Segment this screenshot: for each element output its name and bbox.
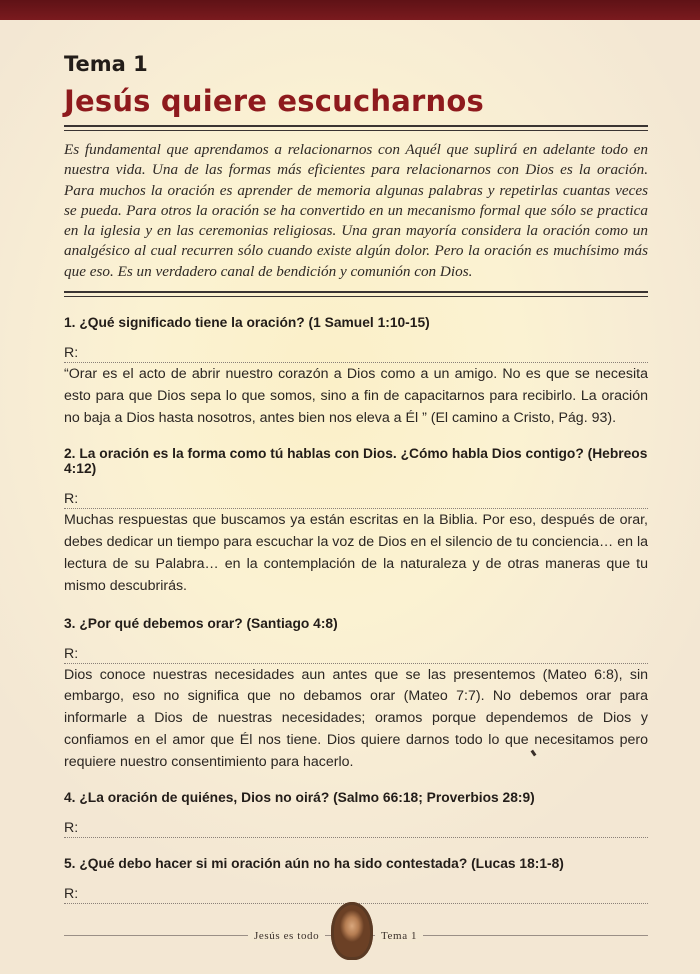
question-block-1 [64, 315, 648, 429]
question-3: 3. ¿Por qué debemos orar? (Santiago 4:8) [64, 615, 338, 631]
question-1: 1. ¿Qué significado tiene la oración? (1 Samuel 1:10-15) [64, 315, 430, 331]
question-2: 2. La oración es la forma como tú hablas con Dios. ¿Cómo habla Dios contigo? (Hebreos 4:12) [64, 446, 648, 477]
question-block-3 [64, 616, 648, 774]
page-title: Jesús quiere escucharnos [64, 84, 484, 118]
question-4: 4. ¿La oración de quiénes, Dios no oirá? (Salmo 66:18; Proverbios 28:9) [64, 789, 535, 805]
answer-label-5[interactable]: R: [64, 886, 648, 904]
question-block-4 [64, 790, 648, 838]
answer-text-3: Dios conoce nuestras necesidades aun antes que se las presentemos (Mateo 6:8), sin embargo, eso no significa que no debamos orar (Mateo 7:7). No debemos orar para informarle a Dios de nuestras necesidades; oramos porque dependemos de Dios y confiamos en el amor que Él nos tiene. Dios quiere darnos todo lo que necesitamos pero requiere nuestro consentimiento para hacerlo. [64, 666, 648, 770]
portrait-icon [331, 902, 373, 960]
answer-label-3[interactable]: R: [64, 646, 648, 664]
footer-lesson-label: Tema 1 [375, 930, 423, 942]
answer-text-2: Muchas respuestas que buscamos ya están escritas en la Biblia. Por eso, después de orar, debes dedicar un tiempo para escuchar la voz de Dios en el silencio de tu conciencia… en la lectura de su Palabra… en la contemplación de la naturaleza y de otras maneras que tu mismo descubrirás. [64, 512, 648, 594]
divider-bottom [64, 291, 648, 297]
answer-text-1: “Orar es el acto de abrir nuestro corazón a Dios como a un amigo. No es que se necesita esto para que Dios sepa lo que somos, sino a fin de capacitarnos para recibirlo. La oración no baja a Dios hasta nosotros, antes bien nos eleva a Él ” (El camino a Cristo, Pág. 93). [64, 366, 648, 426]
question-block-5 [64, 856, 648, 904]
answer-label-2[interactable]: R: [64, 491, 648, 509]
footer-book-title: Jesús es todo [248, 930, 325, 942]
page-content [64, 52, 648, 904]
page-footer [0, 900, 700, 974]
question-list [64, 315, 648, 904]
question-5: 5. ¿Qué debo hacer si mi oración aún no ha sido contestada? (Lucas 18:1-8) [64, 855, 564, 871]
question-block-2 [64, 446, 648, 597]
top-band [0, 0, 700, 20]
lesson-number: Tema 1 [64, 52, 148, 76]
answer-label-4[interactable]: R: [64, 820, 648, 838]
intro-paragraph: Es fundamental que aprendamos a relacionarnos con Aquél que suplirá en adelante todo en nuestra vida. Una de las formas más eficientes para relacionarnos con Dios es la oración. Para muchos la oración es aprender de memoria algunas palabras y repetirlas cuantas veces se pueda. Para otros la oración se ha convertido en un mecanismo formal que sólo se practica en la iglesia y en las ceremonias religiosas. Una gran mayoría considera la oración como un analgésico al cual recurren sólo cuando existe algún dolor. Pero la oración es muchísimo más que eso. Es un verdadero canal de bendición y comunión con Dios. [64, 141, 648, 280]
answer-label-1[interactable]: R: [64, 345, 648, 363]
divider-top [64, 125, 648, 131]
